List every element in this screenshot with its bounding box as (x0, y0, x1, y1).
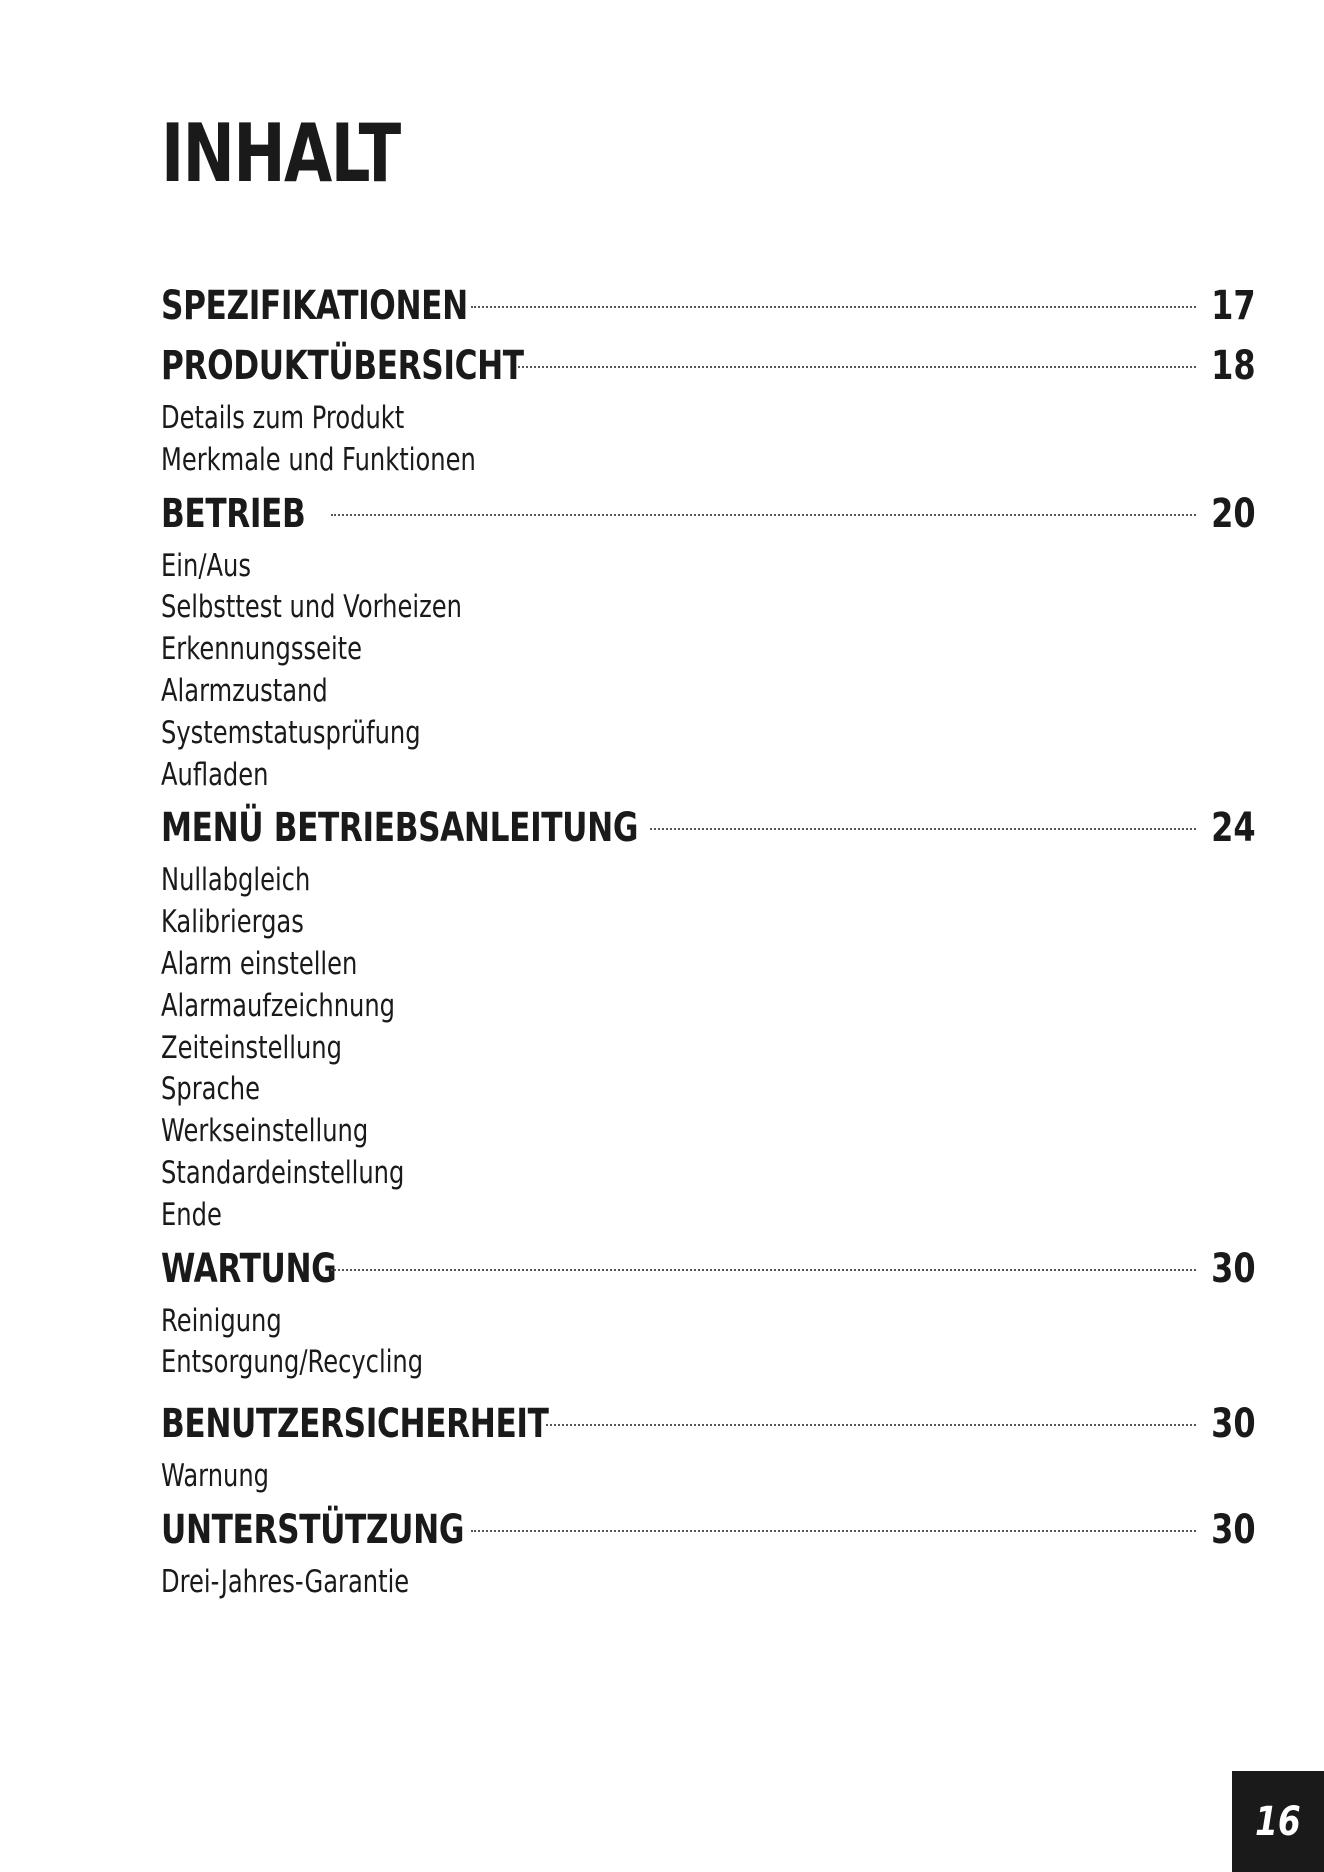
toc-section-title: BENUTZERSICHERHEIT (161, 1401, 549, 1448)
toc-subsection-list (161, 1454, 1256, 1500)
toc-section-title: WARTUNG (161, 1245, 337, 1292)
toc-subsection-item[interactable]: Alarmaufzeichnung (161, 987, 396, 1024)
toc-section-row[interactable] (161, 336, 1256, 396)
dot-leader (471, 1530, 1196, 1532)
toc-section-title: MENÜ BETRIEBSANLEITUNG (161, 805, 639, 852)
toc-section (161, 276, 1256, 336)
toc-section-title: SPEZIFIKATIONEN (161, 283, 468, 329)
toc-subsection-item[interactable]: Reinigung (161, 1302, 282, 1339)
dot-leader (331, 1269, 1196, 1271)
toc-section-row[interactable] (161, 1239, 1256, 1299)
toc-subsection-item[interactable]: Systemstatusprüfung (161, 714, 421, 751)
toc-subsection-list (161, 544, 1256, 799)
toc-subsection-item[interactable]: Alarmzustand (161, 672, 328, 709)
toc-subsection-item[interactable]: Nullabgleich (161, 862, 311, 899)
toc-subsection-list (161, 1560, 1256, 1606)
dot-leader (518, 366, 1196, 368)
toc-subsection-list (161, 1299, 1256, 1387)
page-number: 16 (1255, 1798, 1301, 1845)
toc-section (161, 1500, 1256, 1606)
dot-leader (471, 306, 1196, 308)
toc-page-number: 20 (1211, 490, 1256, 537)
toc-subsection-item[interactable]: Selbsttest und Vorheizen (161, 589, 462, 626)
toc-page-number: 30 (1211, 1245, 1256, 1292)
page-title: INHALT (161, 107, 400, 200)
toc-subsection-item[interactable]: Alarm einstellen (161, 945, 358, 982)
toc-subsection-item[interactable]: Zeiteinstellung (161, 1029, 342, 1066)
toc-subsection-item[interactable]: Ein/Aus (161, 547, 251, 584)
toc-subsection-item[interactable]: Erkennungsseite (161, 631, 363, 668)
page-number-badge (1232, 1771, 1324, 1872)
toc-section-title: UNTERSTÜTZUNG (161, 1506, 465, 1553)
toc-subsection-item[interactable]: Details zum Produkt (161, 400, 405, 436)
toc-section-row[interactable] (161, 798, 1256, 858)
toc-section (161, 798, 1256, 1238)
toc-subsection-item[interactable]: Merkmale und Funktionen (161, 441, 476, 478)
toc-subsection-item[interactable]: Aufladen (161, 756, 269, 793)
toc-subsection-item[interactable]: Standardeinstellung (161, 1154, 405, 1191)
toc-section-row[interactable] (161, 276, 1256, 336)
dot-leader (546, 1424, 1196, 1426)
toc-section (161, 336, 1256, 484)
toc-section (161, 484, 1256, 799)
toc-subsection-list (161, 396, 1256, 484)
toc-page-number: 24 (1211, 805, 1256, 852)
toc-section-title: PRODUKTÜBERSICHT (161, 343, 524, 389)
toc-page-number: 30 (1211, 1401, 1256, 1448)
toc-page-number: 18 (1211, 343, 1256, 389)
toc-section-title: BETRIEB (161, 490, 306, 537)
toc-subsection-item[interactable]: Drei-Jahres-Garantie (161, 1563, 410, 1600)
toc-page-number: 17 (1211, 283, 1256, 329)
dot-leader (650, 828, 1196, 830)
toc-subsection-item[interactable]: Kalibriergas (161, 904, 304, 941)
toc-page-number: 30 (1211, 1506, 1256, 1553)
dot-leader (331, 514, 1196, 516)
toc-subsection-item[interactable]: Sprache (161, 1071, 260, 1108)
toc-section-row[interactable] (161, 484, 1256, 544)
table-of-contents (161, 276, 1256, 1606)
toc-subsection-list (161, 858, 1256, 1238)
toc-section-row[interactable] (161, 1394, 1256, 1454)
toc-section (161, 1239, 1256, 1387)
toc-subsection-item[interactable]: Warnung (161, 1458, 270, 1495)
toc-section (161, 1394, 1256, 1500)
toc-subsection-item[interactable]: Entsorgung/Recycling (161, 1344, 424, 1381)
toc-subsection-item[interactable]: Ende (161, 1196, 222, 1233)
toc-subsection-item[interactable]: Werkseinstellung (161, 1113, 369, 1150)
toc-section-row[interactable] (161, 1500, 1256, 1560)
